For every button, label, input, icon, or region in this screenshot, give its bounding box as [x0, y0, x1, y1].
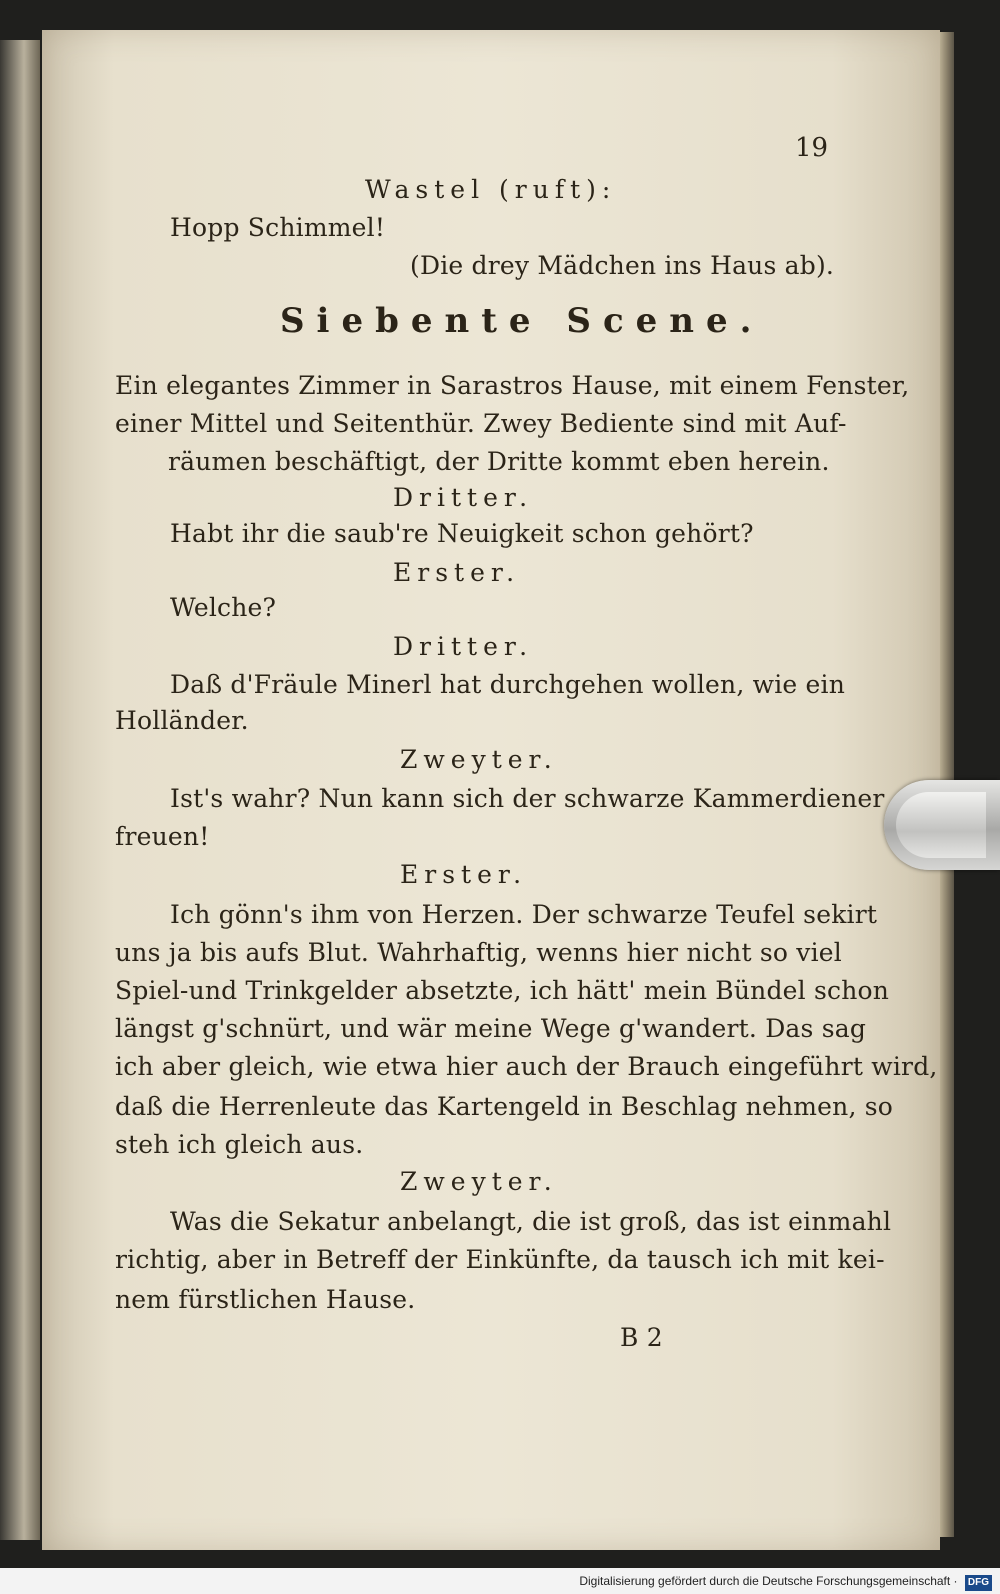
text-line: richtig, aber in Betreff der Einkünfte, da tausch ich mit kei- [115, 1245, 885, 1274]
dfg-logo: DFG [965, 1575, 992, 1591]
text-line: Ist's wahr? Nun kann sich der schwarze Kammerdiener [170, 784, 885, 813]
text-line: (Die drey Mädchen ins Haus ab). [410, 251, 835, 280]
speaker-name: Dritter. [393, 483, 534, 512]
funding-footer [0, 1568, 1000, 1594]
scene-heading: Siebente Scene. [280, 301, 764, 341]
text-line: Ein elegantes Zimmer in Sarastros Hause, mit einem Fenster, [115, 371, 910, 400]
speaker-name: Wastel (ruft): [365, 175, 617, 204]
text-line: Ich gönn's ihm von Herzen. Der schwarze Teufel sekirt [170, 900, 878, 929]
left-page-edge [0, 40, 40, 1540]
text-line: Was die Sekatur anbelangt, die ist groß, das ist einmahl [170, 1207, 892, 1236]
text-line: Hopp Schimmel! [170, 213, 386, 242]
text-line: freuen! [115, 822, 210, 851]
speaker-name: Erster. [400, 860, 528, 889]
speaker-name: Zweyter. [400, 1167, 558, 1196]
page-clip [884, 780, 1000, 870]
speaker-name: Zweyter. [400, 745, 558, 774]
text-line: längst g'schnürt, und wär meine Wege g'wandert. Das sag [115, 1014, 867, 1043]
text-line: einer Mittel und Seitenthür. Zwey Bediente sind mit Auf- [115, 409, 847, 438]
page-number: 19 [795, 133, 829, 163]
text-line: Habt ihr die saub're Neuigkeit schon gehört? [170, 519, 754, 548]
text-line: Daß d'Fräule Minerl hat durchgehen wollen, wie ein [170, 670, 846, 699]
speaker-name: Erster. [393, 558, 521, 587]
text-line: ich aber gleich, wie etwa hier auch der Brauch eingeführt wird, [115, 1052, 938, 1081]
text-line: Welche? [170, 593, 277, 622]
text-line: daß die Herrenleute das Kartengeld in Beschlag nehmen, so [115, 1092, 894, 1121]
text-line: räumen beschäftigt, der Dritte kommt eben herein. [168, 447, 830, 476]
text-line: nem fürstlichen Hause. [115, 1285, 416, 1314]
footer-text: Digitalisierung gefördert durch die Deutsche Forschungsgemeinschaft · [579, 1574, 958, 1588]
text-line: steh ich gleich aus. [115, 1130, 364, 1159]
text-line: B 2 [620, 1323, 663, 1352]
text-line: uns ja bis aufs Blut. Wahrhaftig, wenns hier nicht so viel [115, 938, 842, 967]
speaker-name: Dritter. [393, 632, 534, 661]
text-line: Holländer. [115, 706, 249, 735]
text-line: Spiel-und Trinkgelder absetzte, ich hätt' mein Bündel schon [115, 976, 890, 1005]
